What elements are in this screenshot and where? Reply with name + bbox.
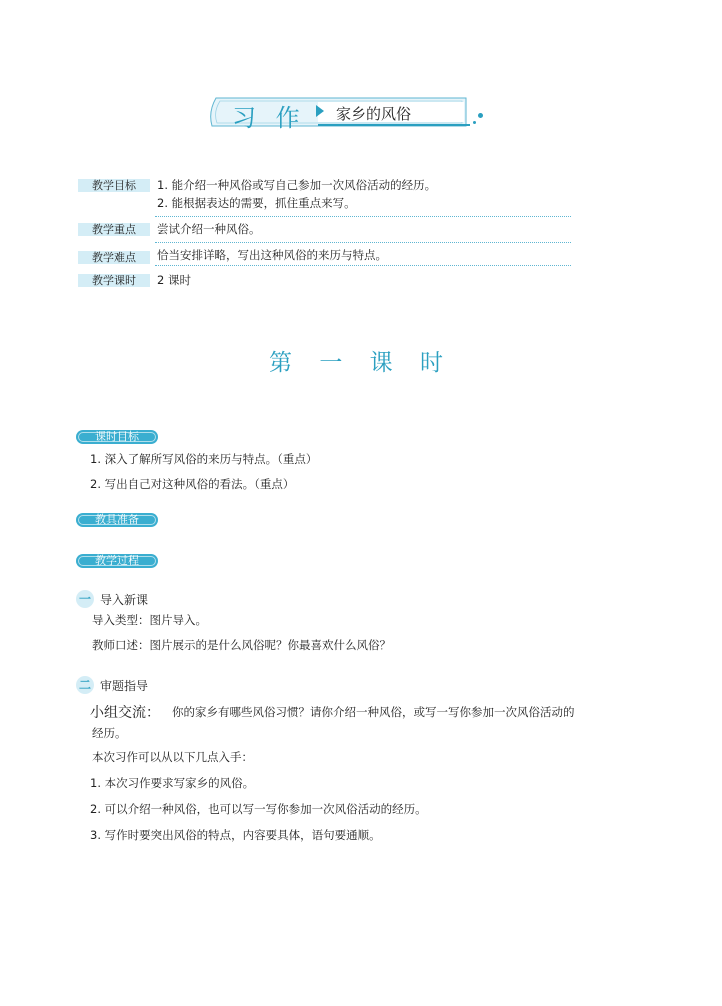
step-2-intro: 本次习作可以从以下几点入手： (92, 750, 253, 764)
lesson-goal-item-1: 1. 深入了解所写风俗的来历与特点。（重点） (90, 452, 318, 466)
arrow-right-icon (316, 105, 324, 117)
step-2-number: 二 (76, 676, 94, 694)
step-1-title: 导入新课 (100, 593, 149, 607)
divider (155, 216, 571, 217)
step-1-number: 一 (76, 590, 94, 608)
step-1-line-1: 导入类型：图片导入。 (92, 613, 207, 627)
difficulty-text: 恰当安排详略，写出这种风俗的来历与特点。 (157, 248, 387, 262)
dot-icon (478, 113, 483, 118)
lesson-goals-label: 课时目标 (76, 430, 158, 444)
difficulty-label: 教学难点 (78, 251, 150, 264)
header-title: 习 作 (232, 104, 306, 132)
goal-label: 教学目标 (78, 179, 150, 192)
key-text: 尝试介绍一种风俗。 (157, 222, 261, 236)
step-2-point-2: 2. 可以介绍一种风俗，也可以写一写你参加一次风俗活动的经历。 (90, 802, 427, 816)
process-label: 教学过程 (76, 554, 158, 568)
hours-text: 2 课时 (157, 273, 191, 287)
preparation-label: 教具准备 (76, 513, 158, 527)
divider (155, 265, 571, 266)
key-label: 教学重点 (78, 223, 150, 236)
step-1-line-2: 教师口述：图片展示的是什么风俗呢？你最喜欢什么风俗？ (92, 638, 391, 652)
goal-item-1: 1. 能介绍一种风俗或写自己参加一次风俗活动的经历。 (157, 178, 437, 192)
hours-label: 教学课时 (78, 274, 150, 287)
goal-item-2: 2. 能根据表达的需要，抓住重点来写。 (157, 196, 356, 210)
step-2-point-1: 1. 本次习作要求写家乡的风俗。 (90, 776, 255, 790)
header-subtitle: 家乡的风俗 (336, 105, 412, 123)
lesson-goal-item-2: 2. 写出自己对这种风俗的看法。（重点） (90, 477, 295, 491)
step-2-question-cont: 经历。 (92, 726, 127, 740)
section-title: 第 一 课 时 (269, 350, 453, 376)
step-2-question: 你的家乡有哪些风俗习惯？请你介绍一种风俗，或写一写你参加一次风俗活动的 (172, 705, 575, 719)
dot-icon (473, 121, 476, 124)
divider (155, 242, 571, 243)
step-2-title: 审题指导 (100, 679, 149, 693)
step-2-point-3: 3. 写作时要突出风俗的特点，内容要具体，语句要通顺。 (90, 828, 381, 842)
step-2-lead: 小组交流： (90, 705, 160, 721)
